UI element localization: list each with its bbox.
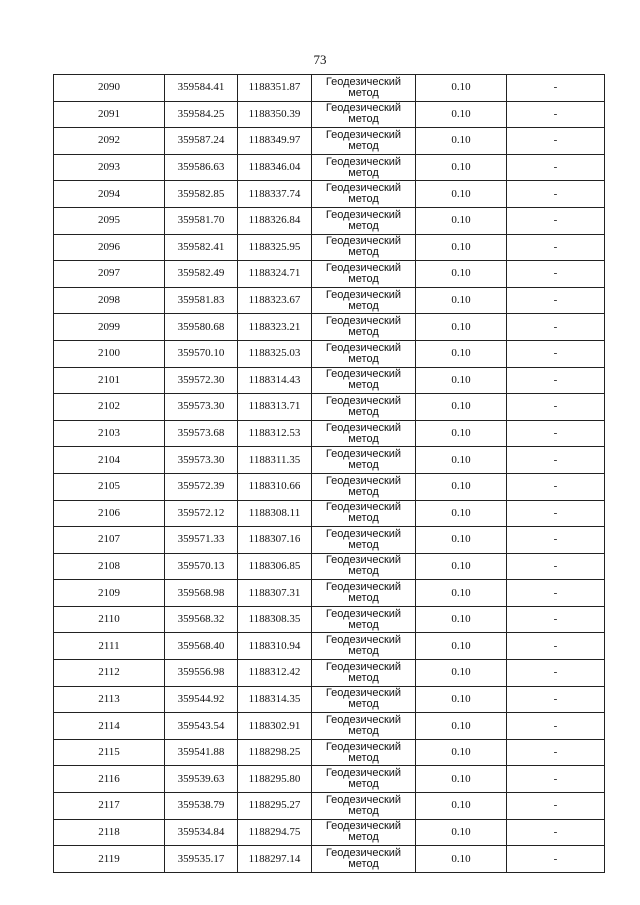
method-cell [312,128,416,155]
method-line-1: Геодезический [325,793,402,806]
y-coordinate-cell: 1188351.87 [238,75,312,102]
x-coordinate-cell: 359582.85 [165,181,238,208]
table-row [54,207,605,234]
method-line-1: Геодезический [325,394,402,407]
method-cell [312,713,416,740]
method-line-1: Геодезический [325,368,402,381]
point-number-cell: 2092 [54,128,165,155]
y-coordinate-cell: 1188295.80 [238,766,312,793]
method-cell [312,739,416,766]
note-cell: - [507,766,605,793]
table-row [54,314,605,341]
method-line-2: метод [348,86,379,99]
method-line-2: метод [348,778,379,791]
method-cell [312,500,416,527]
accuracy-cell: 0.10 [416,819,507,846]
accuracy-cell: 0.10 [416,128,507,155]
note-cell: - [507,660,605,687]
method-cell [312,580,416,607]
y-coordinate-cell: 1188314.35 [238,686,312,713]
method-line-1: Геодезический [325,767,402,780]
note-cell: - [507,793,605,820]
method-line-2: метод [348,751,379,764]
y-coordinate-cell: 1188313.71 [238,394,312,421]
note-cell: - [507,181,605,208]
note-cell: - [507,606,605,633]
table-row [54,287,605,314]
x-coordinate-cell: 359570.10 [165,340,238,367]
method-line-2: метод [348,831,379,844]
method-line-1: Геодезический [325,261,402,274]
accuracy-cell: 0.10 [416,314,507,341]
accuracy-cell: 0.10 [416,606,507,633]
point-number-cell: 2112 [54,660,165,687]
x-coordinate-cell: 359581.83 [165,287,238,314]
note-cell: - [507,128,605,155]
method-line-2: метод [348,858,379,871]
y-coordinate-cell: 1188308.11 [238,500,312,527]
accuracy-cell: 0.10 [416,580,507,607]
method-line-1: Геодезический [325,501,402,514]
point-number-cell: 2093 [54,154,165,181]
method-line-2: метод [348,538,379,551]
method-cell [312,447,416,474]
method-line-2: метод [348,405,379,418]
method-line-1: Геодезический [325,581,402,594]
note-cell: - [507,580,605,607]
method-cell [312,287,416,314]
note-cell: - [507,287,605,314]
note-cell: - [507,420,605,447]
y-coordinate-cell: 1188310.94 [238,633,312,660]
point-number-cell: 2118 [54,819,165,846]
y-coordinate-cell: 1188325.95 [238,234,312,261]
method-cell [312,553,416,580]
method-cell [312,234,416,261]
accuracy-cell: 0.10 [416,101,507,128]
method-cell [312,660,416,687]
table-row [54,447,605,474]
note-cell: - [507,686,605,713]
accuracy-cell: 0.10 [416,207,507,234]
method-line-1: Геодезический [325,288,402,301]
table-row [54,553,605,580]
method-line-1: Геодезический [325,607,402,620]
x-coordinate-cell: 359534.84 [165,819,238,846]
method-cell [312,420,416,447]
method-line-1: Геодезический [325,554,402,567]
note-cell: - [507,75,605,102]
method-line-2: метод [348,459,379,472]
point-number-cell: 2117 [54,793,165,820]
method-cell [312,793,416,820]
accuracy-cell: 0.10 [416,739,507,766]
accuracy-cell: 0.10 [416,686,507,713]
y-coordinate-cell: 1188326.84 [238,207,312,234]
y-coordinate-cell: 1188310.66 [238,473,312,500]
point-number-cell: 2104 [54,447,165,474]
method-line-1: Геодезический [325,315,402,328]
method-line-2: метод [348,804,379,817]
accuracy-cell: 0.10 [416,553,507,580]
method-cell [312,75,416,102]
x-coordinate-cell: 359572.12 [165,500,238,527]
method-line-2: метод [348,671,379,684]
coordinates-table [53,74,605,873]
table-row [54,793,605,820]
method-line-1: Геодезический [325,448,402,461]
x-coordinate-cell: 359535.17 [165,846,238,873]
point-number-cell: 2102 [54,394,165,421]
method-cell [312,394,416,421]
note-cell: - [507,367,605,394]
accuracy-cell: 0.10 [416,473,507,500]
note-cell: - [507,473,605,500]
accuracy-cell: 0.10 [416,447,507,474]
method-line-1: Геодезический [325,660,402,673]
table-row [54,660,605,687]
y-coordinate-cell: 1188297.14 [238,846,312,873]
point-number-cell: 2107 [54,527,165,554]
table-row [54,766,605,793]
accuracy-cell: 0.10 [416,234,507,261]
method-line-2: метод [348,352,379,365]
x-coordinate-cell: 359582.41 [165,234,238,261]
x-coordinate-cell: 359568.98 [165,580,238,607]
accuracy-cell: 0.10 [416,500,507,527]
x-coordinate-cell: 359573.30 [165,447,238,474]
method-line-1: Геодезический [325,341,402,354]
table-row [54,181,605,208]
accuracy-cell: 0.10 [416,154,507,181]
point-number-cell: 2110 [54,606,165,633]
method-cell [312,606,416,633]
y-coordinate-cell: 1188294.75 [238,819,312,846]
note-cell: - [507,713,605,740]
point-number-cell: 2095 [54,207,165,234]
y-coordinate-cell: 1188337.74 [238,181,312,208]
method-cell [312,154,416,181]
table-row [54,686,605,713]
method-line-1: Геодезический [325,155,402,168]
method-line-1: Геодезический [325,235,402,248]
x-coordinate-cell: 359584.41 [165,75,238,102]
method-cell [312,101,416,128]
method-cell [312,527,416,554]
y-coordinate-cell: 1188350.39 [238,101,312,128]
coordinates-table-body [54,75,605,873]
point-number-cell: 2109 [54,580,165,607]
x-coordinate-cell: 359580.68 [165,314,238,341]
table-row [54,606,605,633]
accuracy-cell: 0.10 [416,633,507,660]
method-line-1: Геодезический [325,634,402,647]
method-cell [312,819,416,846]
method-line-2: метод [348,512,379,525]
y-coordinate-cell: 1188302.91 [238,713,312,740]
point-number-cell: 2101 [54,367,165,394]
point-number-cell: 2091 [54,101,165,128]
method-line-2: метод [348,193,379,206]
note-cell: - [507,819,605,846]
x-coordinate-cell: 359539.63 [165,766,238,793]
y-coordinate-cell: 1188306.85 [238,553,312,580]
table-row [54,261,605,288]
x-coordinate-cell: 359584.25 [165,101,238,128]
x-coordinate-cell: 359568.40 [165,633,238,660]
method-line-2: метод [348,139,379,152]
method-line-2: метод [348,618,379,631]
point-number-cell: 2094 [54,181,165,208]
point-number-cell: 2090 [54,75,165,102]
y-coordinate-cell: 1188311.35 [238,447,312,474]
method-line-2: метод [348,166,379,179]
x-coordinate-cell: 359568.32 [165,606,238,633]
method-cell [312,314,416,341]
method-line-1: Геодезический [325,714,402,727]
y-coordinate-cell: 1188346.04 [238,154,312,181]
x-coordinate-cell: 359538.79 [165,793,238,820]
method-cell [312,207,416,234]
x-coordinate-cell: 359541.88 [165,739,238,766]
point-number-cell: 2105 [54,473,165,500]
point-number-cell: 2099 [54,314,165,341]
x-coordinate-cell: 359573.30 [165,394,238,421]
y-coordinate-cell: 1188325.03 [238,340,312,367]
method-cell [312,367,416,394]
method-cell [312,766,416,793]
method-line-2: метод [348,645,379,658]
method-line-1: Геодезический [325,847,402,860]
method-line-1: Геодезический [325,421,402,434]
table-row [54,633,605,660]
x-coordinate-cell: 359572.39 [165,473,238,500]
note-cell: - [507,739,605,766]
x-coordinate-cell: 359572.30 [165,367,238,394]
point-number-cell: 2113 [54,686,165,713]
x-coordinate-cell: 359573.68 [165,420,238,447]
accuracy-cell: 0.10 [416,713,507,740]
method-line-1: Геодезический [325,687,402,700]
point-number-cell: 2108 [54,553,165,580]
point-number-cell: 2111 [54,633,165,660]
point-number-cell: 2119 [54,846,165,873]
method-line-2: метод [348,219,379,232]
table-row [54,420,605,447]
x-coordinate-cell: 359582.49 [165,261,238,288]
table-row [54,340,605,367]
method-cell [312,340,416,367]
accuracy-cell: 0.10 [416,261,507,288]
point-number-cell: 2103 [54,420,165,447]
accuracy-cell: 0.10 [416,660,507,687]
note-cell: - [507,340,605,367]
note-cell: - [507,846,605,873]
method-cell [312,633,416,660]
table-row [54,580,605,607]
method-line-1: Геодезический [325,75,402,88]
note-cell: - [507,154,605,181]
y-coordinate-cell: 1188314.43 [238,367,312,394]
point-number-cell: 2116 [54,766,165,793]
y-coordinate-cell: 1188349.97 [238,128,312,155]
table-row [54,394,605,421]
table-row [54,739,605,766]
method-line-1: Геодезический [325,128,402,141]
accuracy-cell: 0.10 [416,181,507,208]
method-cell [312,261,416,288]
method-line-2: метод [348,485,379,498]
x-coordinate-cell: 359586.63 [165,154,238,181]
y-coordinate-cell: 1188308.35 [238,606,312,633]
method-line-2: метод [348,113,379,126]
method-line-2: метод [348,299,379,312]
method-cell [312,846,416,873]
method-line-2: метод [348,432,379,445]
table-row [54,128,605,155]
method-cell [312,181,416,208]
method-line-2: метод [348,565,379,578]
point-number-cell: 2097 [54,261,165,288]
x-coordinate-cell: 359570.13 [165,553,238,580]
accuracy-cell: 0.10 [416,846,507,873]
y-coordinate-cell: 1188312.42 [238,660,312,687]
note-cell: - [507,500,605,527]
table-row [54,819,605,846]
method-line-2: метод [348,379,379,392]
note-cell: - [507,101,605,128]
note-cell: - [507,234,605,261]
x-coordinate-cell: 359571.33 [165,527,238,554]
accuracy-cell: 0.10 [416,766,507,793]
table-row [54,846,605,873]
method-line-1: Геодезический [325,527,402,540]
method-line-2: метод [348,246,379,259]
x-coordinate-cell: 359587.24 [165,128,238,155]
y-coordinate-cell: 1188295.27 [238,793,312,820]
table-row [54,234,605,261]
note-cell: - [507,261,605,288]
note-cell: - [507,394,605,421]
method-cell [312,473,416,500]
accuracy-cell: 0.10 [416,340,507,367]
accuracy-cell: 0.10 [416,793,507,820]
y-coordinate-cell: 1188298.25 [238,739,312,766]
table-row [54,500,605,527]
table-row [54,473,605,500]
note-cell: - [507,527,605,554]
table-row [54,101,605,128]
y-coordinate-cell: 1188323.21 [238,314,312,341]
method-line-2: метод [348,272,379,285]
y-coordinate-cell: 1188307.16 [238,527,312,554]
method-line-1: Геодезический [325,102,402,115]
method-line-1: Геодезический [325,740,402,753]
accuracy-cell: 0.10 [416,287,507,314]
x-coordinate-cell: 359581.70 [165,207,238,234]
method-line-2: метод [348,725,379,738]
note-cell: - [507,553,605,580]
y-coordinate-cell: 1188324.71 [238,261,312,288]
accuracy-cell: 0.10 [416,394,507,421]
note-cell: - [507,633,605,660]
point-number-cell: 2114 [54,713,165,740]
y-coordinate-cell: 1188323.67 [238,287,312,314]
table-row [54,367,605,394]
accuracy-cell: 0.10 [416,420,507,447]
table-row [54,713,605,740]
point-number-cell: 2098 [54,287,165,314]
table-row [54,527,605,554]
x-coordinate-cell: 359556.98 [165,660,238,687]
point-number-cell: 2106 [54,500,165,527]
method-line-2: метод [348,326,379,339]
point-number-cell: 2096 [54,234,165,261]
note-cell: - [507,447,605,474]
accuracy-cell: 0.10 [416,527,507,554]
method-line-1: Геодезический [325,820,402,833]
y-coordinate-cell: 1188312.53 [238,420,312,447]
page-number: 73 [313,52,327,67]
note-cell: - [507,207,605,234]
method-line-1: Геодезический [325,208,402,221]
point-number-cell: 2115 [54,739,165,766]
y-coordinate-cell: 1188307.31 [238,580,312,607]
accuracy-cell: 0.10 [416,75,507,102]
point-number-cell: 2100 [54,340,165,367]
accuracy-cell: 0.10 [416,367,507,394]
method-line-2: метод [348,698,379,711]
method-line-1: Геодезический [325,474,402,487]
x-coordinate-cell: 359544.92 [165,686,238,713]
method-line-1: Геодезический [325,182,402,195]
method-line-2: метод [348,592,379,605]
note-cell: - [507,314,605,341]
table-row [54,75,605,102]
table-row [54,154,605,181]
method-cell [312,686,416,713]
x-coordinate-cell: 359543.54 [165,713,238,740]
